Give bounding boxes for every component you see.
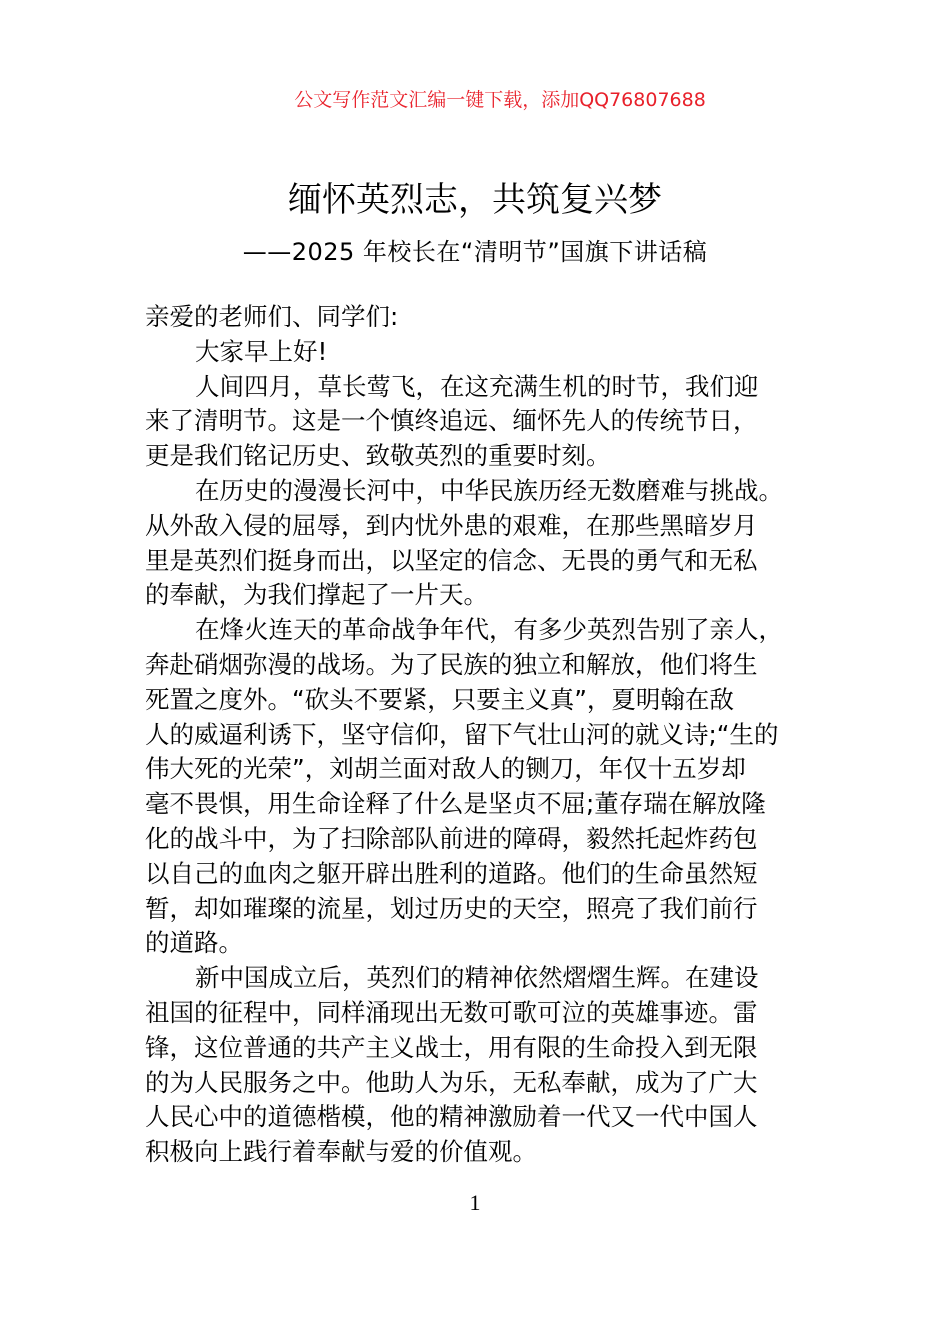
text-line: 祖国的征程中，同样涌现出无数可歌可泣的英雄事迹。雷: [145, 997, 758, 1027]
text-line: 在历史的漫漫长河中，中华民族历经无数磨难与挑战。: [195, 475, 783, 505]
document-title: 缅怀英烈志，共筑复兴梦: [288, 180, 662, 220]
text-line: 伟大死的光荣”，刘胡兰面对敌人的铡刀，年仅十五岁却: [145, 754, 746, 784]
text-line: 里是英烈们挺身而出，以坚定的信念、无畏的勇气和无私: [145, 545, 758, 575]
text-line: 新中国成立后，英烈们的精神依然熠熠生辉。在建设: [195, 963, 759, 993]
text-line: 人的威逼利诱下，坚守信仰，留下气壮山河的就义诗;“生的: [145, 719, 779, 749]
document-subtitle: ——2025 年校长在“清明节”国旗下讲话稿: [242, 238, 708, 266]
text-line: 亲爱的老师们、同学们:: [145, 302, 399, 331]
text-line: 毫不畏惧，用生命诠释了什么是坚贞不屈;董存瑞在解放隆: [145, 789, 766, 819]
text-line: 人民心中的道德楷模，他的精神激励着一代又一代中国人: [145, 1102, 758, 1132]
text-line: 死置之度外。“砍头不要紧，只要主义真”，夏明翰在敌: [145, 684, 734, 714]
text-line: 的道路。: [145, 928, 243, 958]
text-line: 化的战斗中，为了扫除部队前进的障碍，毅然托起炸药包: [145, 823, 758, 853]
text-line: 的奉献，为我们撑起了一片天。: [145, 580, 488, 610]
download-banner: 公文写作范文汇编一键下载，添加QQ76807688: [294, 89, 706, 111]
text-line: 在烽火连天的革命战争年代，有多少英烈告别了亲人，: [195, 615, 783, 645]
text-line: 积极向上践行着奉献与爱的价值观。: [145, 1137, 537, 1167]
text-line: 暂，却如璀璨的流星，划过历史的天空，照亮了我们前行: [145, 893, 758, 923]
text-line: 人间四月，草长莺飞，在这充满生机的时节，我们迎: [195, 371, 759, 401]
page-number: 1: [469, 1190, 481, 1215]
document-body: [145, 300, 825, 1170]
text-line: 更是我们铭记历史、致敬英烈的重要时刻。: [145, 441, 611, 471]
text-line: 的为人民服务之中。他助人为乐，无私奉献，成为了广大: [145, 1067, 758, 1097]
text-line: 来了清明节。这是一个慎终追远、缅怀先人的传统节日，: [145, 406, 758, 436]
text-line: 锋，这位普通的共产主义战士，用有限的生命投入到无限: [145, 1032, 758, 1062]
text-line: 奔赴硝烟弥漫的战场。为了民族的独立和解放，他们将生: [145, 649, 758, 679]
text-line: 从外敌入侵的屈辱，到内忧外患的艰难，在那些黑暗岁月: [145, 510, 758, 540]
text-line: 以自己的血肉之躯开辟出胜利的道路。他们的生命虽然短: [145, 858, 758, 888]
text-line: 大家早上好!: [195, 336, 328, 366]
